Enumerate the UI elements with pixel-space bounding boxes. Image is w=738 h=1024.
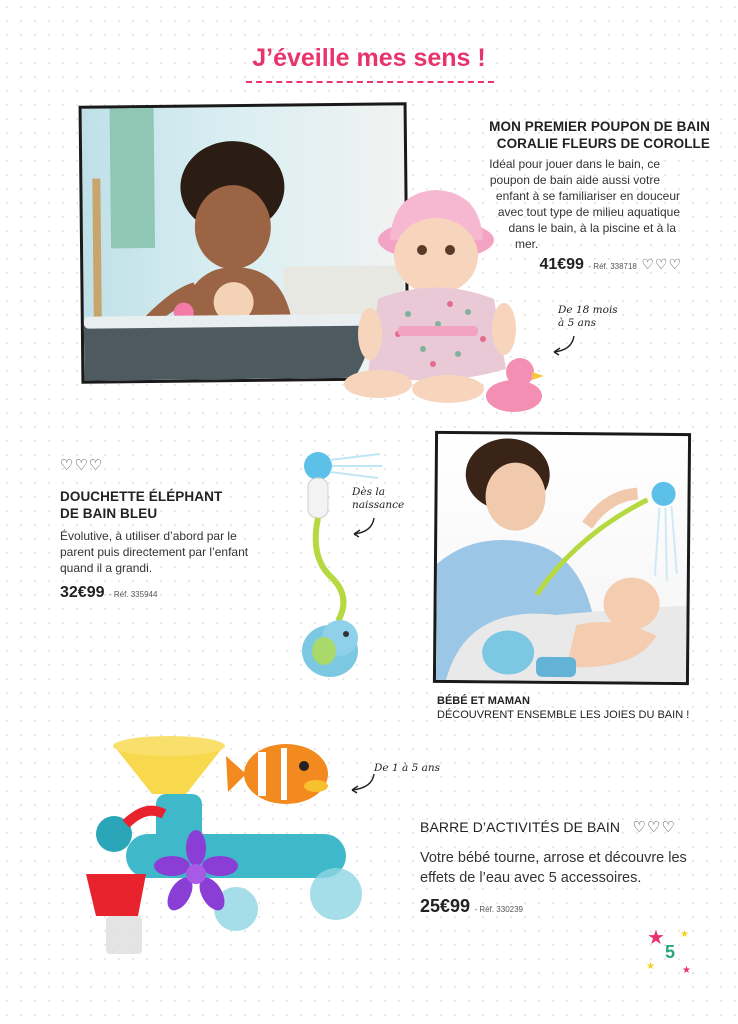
product-3-title: BARRE D’ACTIVITÉS DE BAIN: [420, 819, 621, 835]
product-2-description-line: parent puis directement par l’enfant: [60, 545, 249, 559]
product-3-hearts-icon: ♡♡♡: [632, 819, 676, 836]
title-underline: [246, 81, 494, 83]
star-pink-icon: ★: [682, 965, 691, 976]
product-2-hearts-icon: ♡♡♡: [60, 457, 104, 474]
product-3-description-line: effets de l’eau avec 5 accessoires.: [420, 870, 642, 886]
caption-line-2: DÉCOUVRENT ENSEMBLE LES JOIES DU BAIN !: [437, 709, 690, 721]
product-2-age-note: [352, 486, 422, 512]
star-yellow-icon: ★: [646, 961, 655, 972]
bath-activity-bar-image: [86, 734, 376, 960]
caption-line-1: BÉBÉ ET MAMAN: [437, 695, 530, 707]
product-2-age-line: naissance: [352, 499, 405, 511]
star-pink-icon: ★: [647, 927, 665, 949]
product-2-title: [60, 488, 280, 522]
product-2-price-row: [60, 584, 157, 602]
product-2-description-line: quand il a grandi.: [60, 561, 153, 575]
product-2-ref: - Réf. 335944: [108, 590, 158, 599]
product-3-description: [420, 848, 720, 888]
product-2-age-line: Dès la: [352, 486, 385, 498]
product-1-title-line: MON PREMIER POUPON DE BAIN: [489, 119, 710, 134]
product-1-age-line: De 18 mois: [558, 304, 618, 316]
product-3-price-row: [420, 896, 523, 917]
product-2-title-line: DOUCHETTE ÉLÉPHANT: [60, 489, 223, 504]
product-1-description-line: poupon de bain aide aussi votre: [489, 173, 660, 187]
product-2-description: [60, 528, 290, 576]
product-1-age-line: à 5 ans: [558, 317, 597, 329]
product-3-ref: - Réf. 330239: [474, 905, 523, 914]
product-3-title-row: [420, 818, 676, 837]
product-1-description-line: enfant à se familiariser en douceur: [495, 189, 680, 203]
product-3-age-line: De 1 à 5 ans: [374, 762, 441, 774]
product-1-ref: - Réf. 338718: [588, 262, 637, 271]
product-1-title-line: CORALIE FLEURS DE COROLLE: [496, 136, 710, 151]
product-1-description-line: mer.: [515, 237, 539, 251]
product-1-title: [420, 118, 710, 152]
age-arrow-icon: [346, 772, 378, 794]
elephant-shower-image: [290, 446, 400, 686]
product-1-description-line: dans le bain, à la piscine et à la: [508, 221, 676, 235]
product-1-hearts-icon: ♡♡♡: [641, 256, 682, 272]
product-1-price-row: [470, 256, 682, 274]
photo-caption: [437, 694, 717, 722]
product-3-description-line: Votre bébé tourne, arrose et découvre les: [420, 850, 687, 866]
page-number: 5: [665, 942, 676, 962]
age-arrow-icon: [548, 334, 578, 356]
star-yellow-icon: ★: [680, 929, 689, 940]
product-2-title-line: DE BAIN BLEU: [60, 506, 158, 521]
product-2-description-line: Évolutive, à utiliser d’abord par le: [60, 529, 237, 543]
product-2-price: 32€99: [60, 584, 105, 601]
product-1-description: [380, 156, 680, 252]
page-title: J’éveille mes sens !: [252, 44, 486, 72]
product-1-description-line: avec tout type de milieu aquatique: [497, 205, 680, 219]
bath-photo-mother-baby: [433, 431, 691, 685]
product-1-description-line: Idéal pour jouer dans le bain, ce: [489, 157, 660, 171]
product-3-age-note: [374, 762, 474, 775]
product-3-price: 25€99: [420, 896, 471, 916]
product-1-age-note: [558, 304, 638, 330]
product-1-price: 41€99: [539, 256, 584, 273]
age-arrow-icon: [348, 516, 378, 538]
